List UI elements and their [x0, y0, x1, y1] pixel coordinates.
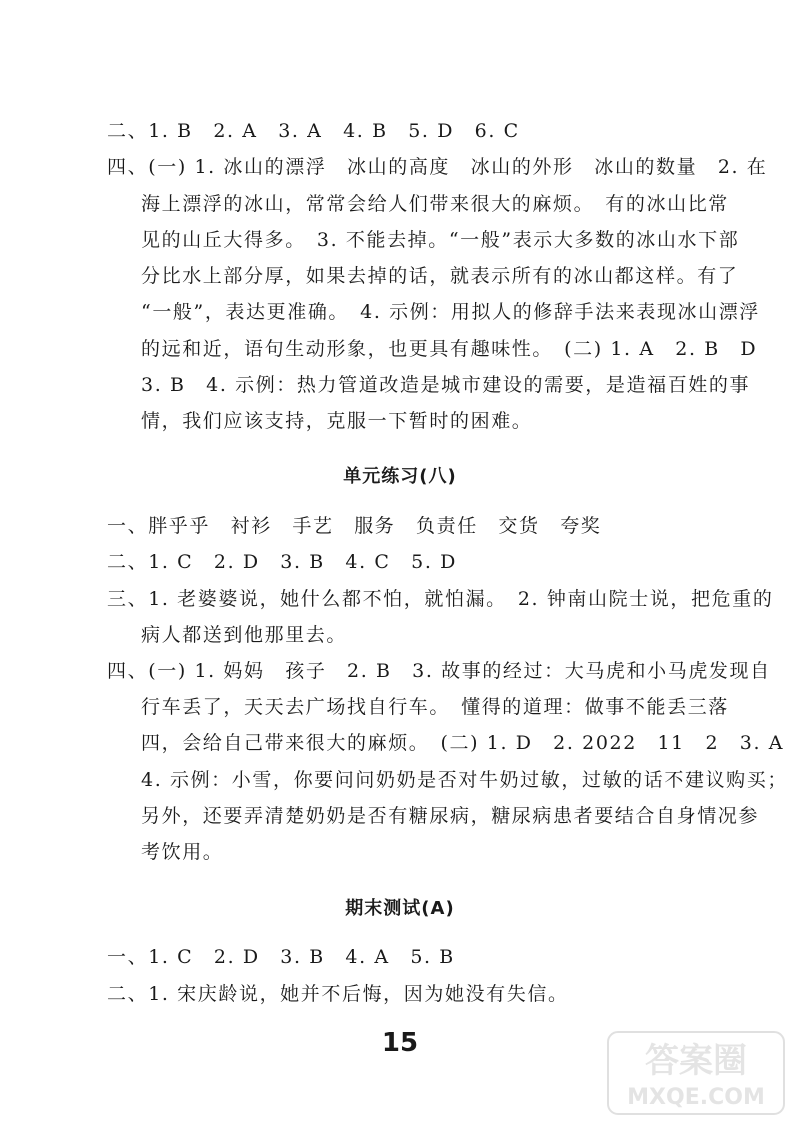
answer-line: 二、1. C 2. D 3. B 4. C 5. D — [107, 551, 457, 573]
answer-line: “一般”，表达更准确。 4. 示例：用拟人的修辞手法来表现冰山漂浮 — [141, 301, 760, 323]
answer-line: 情，我们应该支持，克服一下暂时的困难。 — [141, 410, 533, 432]
section-heading: 单元练习(八) — [343, 466, 457, 487]
answer-line: 三、1. 老婆婆说，她什么都不怕，就怕漏。 2. 钟南山院士说，把危重的 — [107, 588, 774, 610]
answer-line: 一、胖乎乎 衬衫 手艺 服务 负责任 交货 夸奖 — [107, 515, 602, 537]
watermark-bottom-text: MXQE.COM — [627, 1085, 765, 1110]
page-number: 15 — [381, 1028, 419, 1058]
answer-line: 病人都送到他那里去。 — [141, 624, 348, 646]
watermark-logo — [606, 1030, 786, 1116]
answer-line: 一、1. C 2. D 3. B 4. A 5. B — [107, 946, 455, 968]
answer-line: 另外，还要弄清楚奶奶是否有糖尿病，糖尿病患者要结合自身情况参 — [141, 805, 760, 827]
answer-line: 四、(一) 1. 冰山的漂浮 冰山的高度 冰山的外形 冰山的数量 2. 在 — [107, 156, 768, 178]
answer-line: 3. B 4. 示例：热力管道改造是城市建设的需要，是造福百姓的事 — [141, 374, 751, 396]
answer-line: 分比水上部分厚，如果去掉的话，就表示所有的冰山都这样。有了 — [141, 265, 739, 287]
answer-line: 4. 示例：小雪，你要问问奶奶是否对牛奶过敏，过敏的话不建议购买； — [141, 769, 788, 791]
watermark-top-text: 答案圈 — [645, 1041, 747, 1081]
answer-line: 见的山丘大得多。 3. 不能去掉。“一般”表示大多数的冰山水下部 — [141, 229, 740, 251]
answer-line: 海上漂浮的冰山，常常会给人们带来很大的麻烦。 有的冰山比常 — [141, 193, 729, 215]
answer-line: 四、(一) 1. 妈妈 孩子 2. B 3. 故事的经过：大马虎和小马虎发现自 — [107, 660, 771, 682]
answer-line: 二、1. B 2. A 3. A 4. B 5. D 6. C — [107, 120, 520, 142]
answer-line: 二、1. 宋庆龄说，她并不后悔，因为她没有失信。 — [107, 983, 569, 1005]
answer-line: 行车丢了，天天去广场找自行车。 懂得的道理：做事不能丢三落 — [141, 696, 729, 718]
answer-line: 考饮用。 — [141, 841, 224, 863]
answer-line: 的远和近，语句生动形象，也更具有趣味性。 (二) 1. A 2. B D — [141, 338, 758, 360]
answer-line: 四，会给自己带来很大的麻烦。 (二) 1. D 2. 2022 11 2 3. A — [141, 732, 785, 754]
section-heading: 期末测试(A) — [345, 898, 455, 919]
